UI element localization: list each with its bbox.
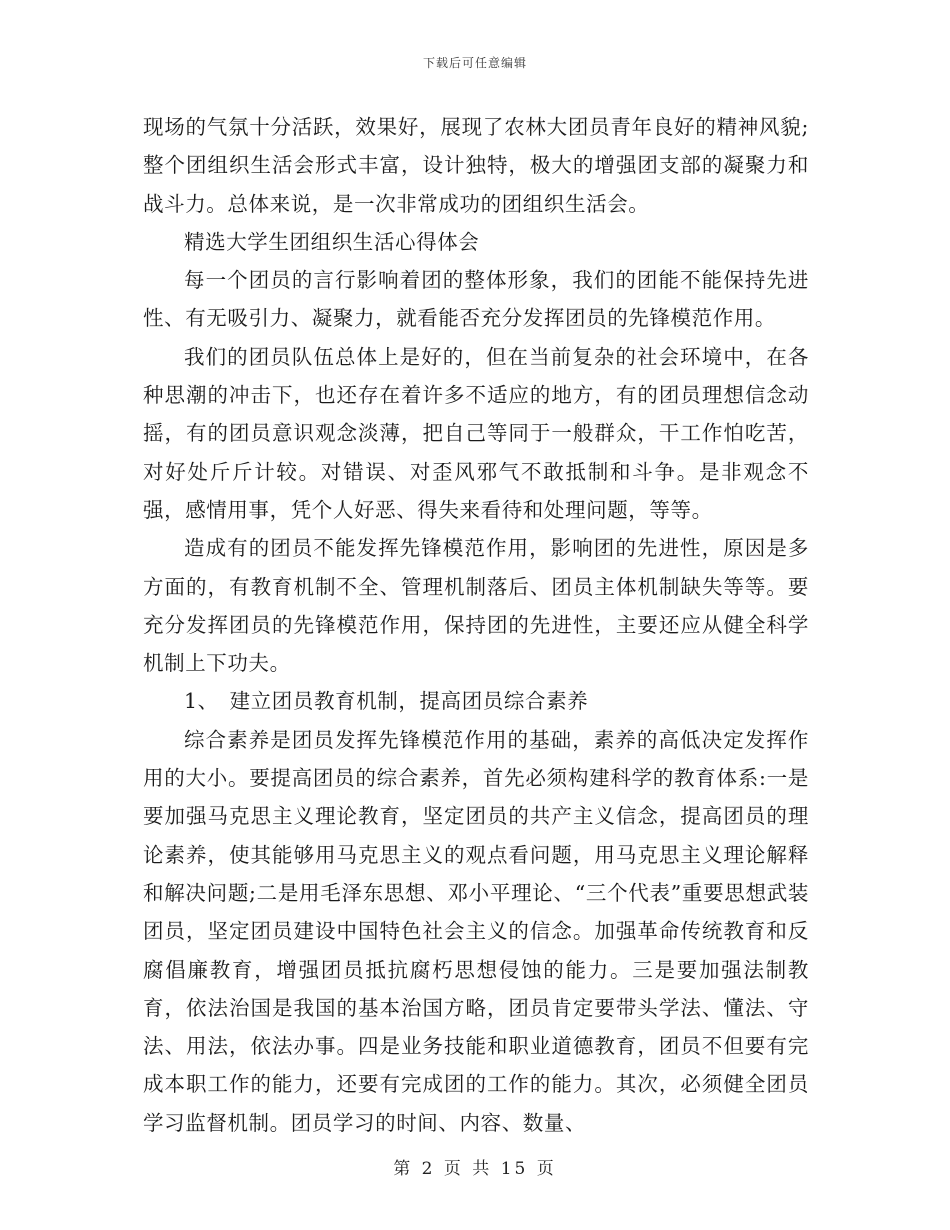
body-paragraph: 造成有的团员不能发挥先锋模范作用，影响团的先进性，原因是多方面的，有教育机制不全、管理机制落后、团员主体机制缺失等等。要充分发挥团员的先锋模范作用，保持团的先进性，主要还应从健全科学机制上下功夫。 xyxy=(143,536,809,676)
body-paragraph: 综合素养是团员发挥先锋模范作用的基础，素养的高低决定发挥作用的大小。要提高团员的综合素养，首先必须构建科学的教育体系:一是要加强马克思主义理论教育，坚定团员的共产主义信念，提高团员的理论素养，使其能够用马克思主义的观点看问题，用马克思主义理论解释和解决问题;二是用毛泽东思想、邓小平理论、“三个代表”重要思想武装团员，坚定团员建设中国特色社会主义的信念。加强革命传统教育和反腐倡廉教育，增强团员抵抗腐朽思想侵蚀的能力。三是要加强法制教育，依法治国是我国的基本治国方略，团员肯定要带头学法、懂法、守法、用法，依法办事。四是业务技能和职业道德教育，团员不但要有完成本职工作的能力，还要有完成团的工作的能力。其次，必须健全团员学习监督机制。团员学习的时间、内容、数量、 xyxy=(143,727,809,1135)
subsection-heading: 1、 建立团员教育机制，提高团员综合素养 xyxy=(184,689,589,714)
body-paragraph: 我们的团员队伍总体上是好的，但在当前复杂的社会环境中，在各种思潮的冲击下，也还存在着许多不适应的地方，有的团员理想信念动摇，有的团员意识观念淡薄，把自己等同于一般群众，干工作怕吃苦，对好处斤斤计较。对错误、对歪风邪气不敢抵制和斗争。是非观念不强，感情用事，凭个人好恶、得失来看待和处理问题，等等。 xyxy=(143,344,809,522)
body-paragraph: 每一个团员的言行影响着团的整体形象，我们的团能不能保持先进性、有无吸引力、凝聚力，就看能否充分发挥团员的先锋模范作用。 xyxy=(143,268,809,331)
page-header: 下载后可任意编辑 xyxy=(422,56,527,70)
body-paragraph-continuation: 现场的气氛十分活跃，效果好，展现了农林大团员青年良好的精神风貌;整个团组织生活会形式丰富，设计独特，极大的增强团支部的凝聚力和战斗力。总体来说，是一次非常成功的团组织生活会。 xyxy=(143,115,809,216)
document-body xyxy=(143,108,809,1142)
page-number-footer: 第 2 页 共 15 页 xyxy=(393,1159,557,1179)
section-title: 精选大学生团组织生活心得体会 xyxy=(184,229,480,254)
